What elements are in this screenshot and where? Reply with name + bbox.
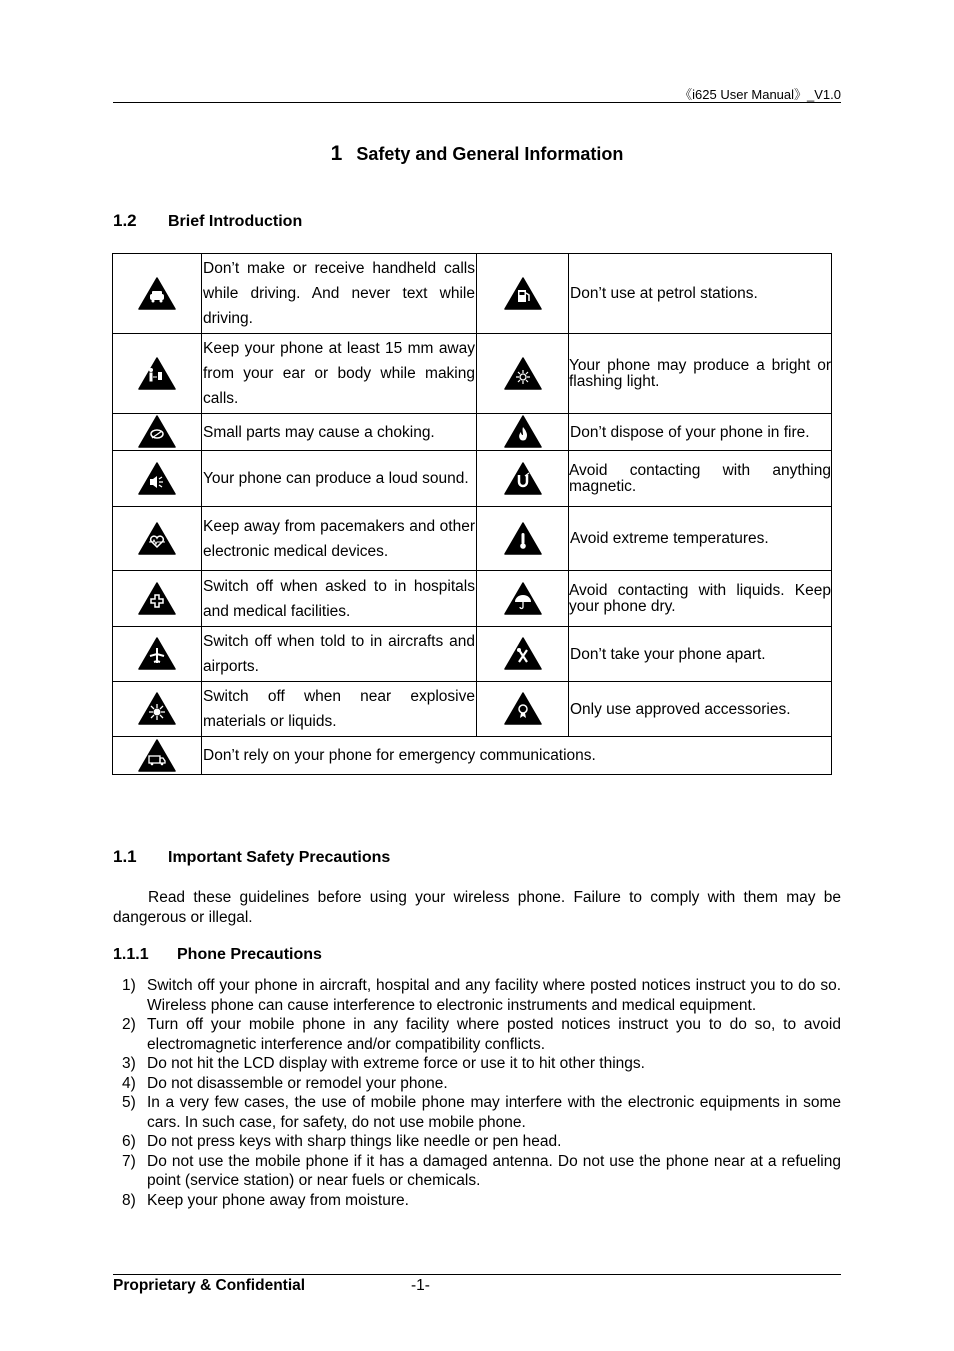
safety-row [113, 682, 832, 737]
subsection-title: Phone Precautions [177, 946, 322, 963]
list-item-number: 1) [122, 977, 136, 994]
list-item-text: Do not hit the LCD display with extreme force or use it to hit other things. [147, 1055, 645, 1072]
list-item-text: Do not press keys with sharp things like needle or pen head. [147, 1133, 562, 1150]
safety-icon-cell [477, 254, 569, 334]
list-item [113, 1152, 841, 1191]
safety-text: Avoid contacting with liquids. Keep your phone dry. [569, 571, 832, 627]
magnet-icon [504, 462, 542, 496]
list-item [113, 1093, 841, 1132]
safety-icon-cell [113, 334, 202, 414]
umbrella-icon [504, 582, 542, 616]
list-item-number: 7) [122, 1152, 136, 1170]
safety-icon-cell [113, 682, 202, 737]
safety-icon-cell [113, 254, 202, 334]
list-item-number: 3) [122, 1055, 136, 1072]
safety-icon-cell [113, 414, 202, 451]
list-item-number: 6) [122, 1133, 136, 1150]
safety-icon-cell [113, 451, 202, 507]
section-heading-brief [113, 211, 302, 231]
choking-icon [138, 415, 176, 449]
safety-icon-cell [477, 571, 569, 627]
body-distance-icon [138, 357, 176, 391]
safety-icon-cell [113, 571, 202, 627]
list-item [113, 1191, 841, 1211]
safety-row [113, 334, 832, 414]
safety-text: Avoid contacting with anything magnetic. [569, 451, 832, 507]
list-item [113, 1074, 841, 1094]
chapter-number: 1 [330, 142, 343, 165]
safety-text: Don’t rely on your phone for emergency communications. [202, 737, 832, 775]
list-item-text: In a very few cases, the use of mobile phone may interfere with the electronic equipments in some cars. In such case, for safety, do not use mobile phone. [147, 1094, 841, 1131]
bright-light-icon [504, 357, 542, 391]
safety-text: Only use approved accessories. [569, 682, 832, 737]
section-heading-important [113, 847, 390, 867]
safety-text: Switch off when asked to in hospitals and medical facilities. [202, 571, 477, 627]
section-title: Important Safety Precautions [168, 849, 391, 866]
fuel-pump-icon [504, 277, 542, 311]
safety-row [113, 254, 832, 334]
car-icon [138, 277, 176, 311]
pacemaker-heart-icon [138, 522, 176, 556]
safety-icon-cell [113, 627, 202, 682]
safety-icon-cell [477, 334, 569, 414]
list-item-number: 8) [122, 1191, 136, 1209]
safety-text: Avoid extreme temperatures. [569, 507, 832, 571]
safety-text: Don’t dispose of your phone in fire. [569, 414, 832, 451]
airplane-icon [138, 637, 176, 671]
hospital-cross-icon [138, 582, 176, 616]
safety-text: Switch off when told to in aircrafts and airports. [202, 627, 477, 682]
safety-icon-cell [477, 451, 569, 507]
safety-text: Your phone may produce a bright or flashing light. [569, 334, 832, 414]
approved-accessory-icon [504, 692, 542, 726]
list-item [113, 976, 841, 1015]
header-rule [113, 102, 841, 103]
safety-text: Don’t make or receive handheld calls while driving. And never text while driving. [202, 254, 477, 334]
subsection-number: 1.1.1 [113, 946, 149, 963]
tools-icon [504, 637, 542, 671]
thermometer-icon [504, 522, 542, 556]
list-item-text: Do not disassemble or remodel your phone. [147, 1074, 448, 1092]
page-number: -1- [411, 1277, 430, 1294]
document-header: 《i625 User Manual》_V1.0 [679, 87, 841, 102]
safety-icon-cell [477, 414, 569, 451]
list-item [113, 1054, 841, 1074]
list-item-text: Switch off your phone in aircraft, hospital and any facility where posted notices instruct you to do so. Wireless phone can cause interference to electronic instruments and medical equipment. [147, 977, 841, 1014]
safety-text: Don’t use at petrol stations. [569, 254, 832, 334]
safety-row [113, 507, 832, 571]
footer-confidential: Proprietary & Confidential [113, 1277, 306, 1294]
chapter-title [0, 142, 954, 166]
safety-row [113, 414, 832, 451]
safety-icon-cell [113, 507, 202, 571]
intro-paragraph: Read these guidelines before using your wireless phone. Failure to comply with them may be dangerous or illegal. [113, 889, 841, 926]
fire-icon [504, 415, 542, 449]
footer-rule [113, 1274, 841, 1275]
safety-row [113, 571, 832, 627]
safety-text: Keep your phone at least 15 mm away from your ear or body while making calls. [202, 334, 477, 414]
safety-row [113, 451, 832, 507]
explosion-icon [138, 692, 176, 726]
list-item [113, 1015, 841, 1054]
safety-text: Your phone can produce a loud sound. [202, 451, 477, 507]
section-number: 1.1 [113, 847, 137, 866]
safety-icon-cell [477, 627, 569, 682]
safety-icon-cell [113, 737, 202, 775]
section-title: Brief Introduction [168, 213, 303, 230]
loud-sound-icon [138, 462, 176, 496]
safety-row [113, 627, 832, 682]
safety-text: Keep away from pacemakers and other electronic medical devices. [202, 507, 477, 571]
safety-icon-cell [477, 682, 569, 737]
section-number: 1.2 [113, 211, 137, 230]
list-item-number: 5) [122, 1094, 136, 1111]
list-item-text: Do not use the mobile phone if it has a damaged antenna. Do not use the phone near at a refueling point (service station) or near fuels or chemicals. [147, 1152, 841, 1189]
ambulance-icon [138, 739, 176, 773]
safety-icon-cell [477, 507, 569, 571]
safety-text: Don’t take your phone apart. [569, 627, 832, 682]
list-item [113, 1132, 841, 1152]
subsection-heading-phone-precautions [113, 946, 322, 964]
list-item-number: 4) [122, 1074, 136, 1092]
precautions-list [113, 976, 841, 1210]
safety-text: Small parts may cause a choking. [202, 414, 477, 451]
safety-text: Switch off when near explosive materials or liquids. [202, 682, 477, 737]
list-item-text: Keep your phone away from moisture. [147, 1191, 409, 1209]
safety-icon-table [112, 253, 832, 775]
chapter-title-text: Safety and General Information [356, 144, 624, 164]
list-item-text: Turn off your mobile phone in any facility where posted notices instruct you to do so, to avoid electromagnetic interference and/or compatibility conflicts. [147, 1016, 841, 1053]
safety-row [113, 737, 832, 775]
list-item-number: 2) [122, 1016, 136, 1033]
